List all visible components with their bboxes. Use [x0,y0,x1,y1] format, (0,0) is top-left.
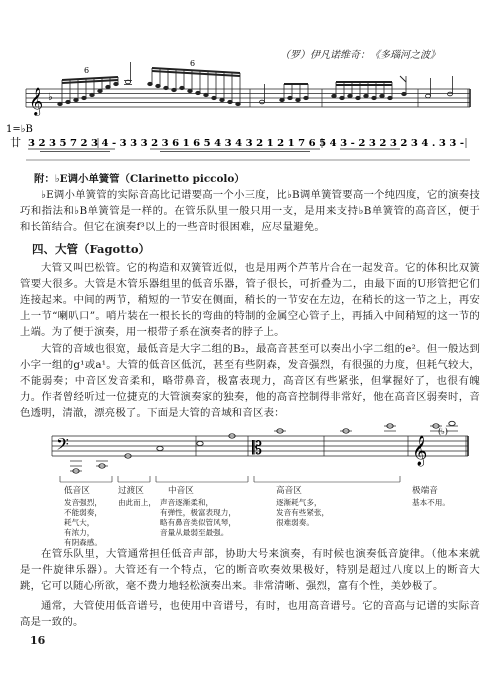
region-transition [118,486,166,508]
paragraph-bassoon-3: 在管乐队里，大管通常担任低音声部，协助大号来演奏，有时候也演奏低音旋律。（他本来就是一件旋律乐器）。大管还有一个特点，它的断音吹奏效果极好，特别是超过八度以上的断音大跳，它可以随心所欲，毫不费力地轻松演奏出来。非常清晰、强烈，富有个性，美妙极了。 [20,548,480,592]
region-desc: 基本不用。 [412,498,450,507]
region-extreme [412,486,472,508]
tenor-clef-icon: 𝄡 [252,438,263,459]
paragraph-bassoon-2: 大管的音域也很宽，最低音是大字二组的B₂，最高音甚至可以奏出小字二组的e²。但一般达到小字一组的g¹或a¹。大管的低音区低沉，甚至有些阴森，发音强烈，有很强的力度，但耗气较大，不能弱奏；中音区发音柔和，略带鼻音，极富表现力，高音区有些紧张，但掌握好了，也很有魄力。作者曾经听过一位捷克的大管演奏家的独奏，他的高音控制得非常好，他在高音区弱奏时，音色透明，清澈，漂亮极了。下面是大管的音域和音区表： [20,343,480,419]
paragraph-bassoon-4: 通常，大管使用低音谱号，也使用中音谱号，有时，也用高音谱号。它的音高与记谱的实际音高是一致的。 [20,600,480,628]
page-number: 16 [30,634,46,647]
tuplet-mark: 6 [190,59,196,68]
svg-text:♭: ♭ [48,92,53,103]
region-label: 过渡区 [118,486,144,496]
region-label: 低音区 [64,486,90,496]
range-chart-staff [0,416,501,496]
region-label: 中音区 [168,486,194,496]
running-header: （罗）伊凡诺维奇：《多瑙河之波》 [280,50,440,61]
flat-mark: (♭) [438,427,449,436]
region-low [64,486,120,548]
region-desc: 发音强烈， 不能弱奏， 耗气大， 有浓力， 有阴森感。 [64,498,102,547]
paragraph-bassoon-1: 大管又叫巴松管。它的构造和双簧管近似，也是用两个芦苇片合在一起发音。它的体积比双簧管要大很多。大管是木管乐器组里的低音乐器，管子很长，可折叠为二，由最下面的U形管把它们连接起来。中间的两节，稍短的一节安在侧面，稍长的一节安在左边，在稍长的这一节之上，再安上一节“喇叭口”。哨片装在一根长长的弯曲的特制的金属空心管子上，再插入中间稍短的这一节的上端。为了便于演奏，用一根带子系在演奏者的脖子上。 [20,262,480,338]
treble-clef-icon: 𝄞 [412,436,428,466]
treble-clef-icon: 𝄞 [29,87,44,115]
key-signature: 1=♭B [6,124,33,135]
sub-heading: 附：♭E调小单簧管（Clarinetto piccolo） [34,173,245,185]
region-label: 极端音 [412,486,438,496]
bass-clef-icon: 𝄢 [56,434,69,458]
paragraph-clarinet: ♭E调小单簧管的实际音高比记谱要高一个小三度，比♭B调单簧管要高一个纯四度，它的演奏技巧和指法和♭B单簧管是一样的。在管乐队里一般只用一支，是用来支持♭B单簧管的高音区，便于和长笛结合。但它在演奏f³以上的一些音时很困难，应尽量避免。 [20,189,480,233]
region-desc: 逐渐耗气多， 发音有些紧张， 很难弱奏。 [276,498,330,527]
region-label: 高音区 [276,486,302,496]
region-desc: 声音逐渐柔和， 有弹性，极富表现力， 略有鼻音类似管风琴， 音量从最弱至最强。 [160,498,236,537]
instrument-mark: 廿 [10,136,21,149]
tuplet-mark: 6 [84,66,90,75]
jianpu-line: 3 2 3 5 7 2 3 4 - 3 3 3 2 3 6 1 6 5 4 3 4 3 2 1 2 1 7 6 5 4 3 - 2 3 2 3 2 3 4 . 3 3 - [28,138,465,149]
region-desc: 由此而上， [118,498,156,507]
region-middle [160,486,248,538]
music-excerpt [0,58,501,188]
region-high [276,486,356,528]
section-title: 四、大管（Fagotto） [32,242,150,256]
